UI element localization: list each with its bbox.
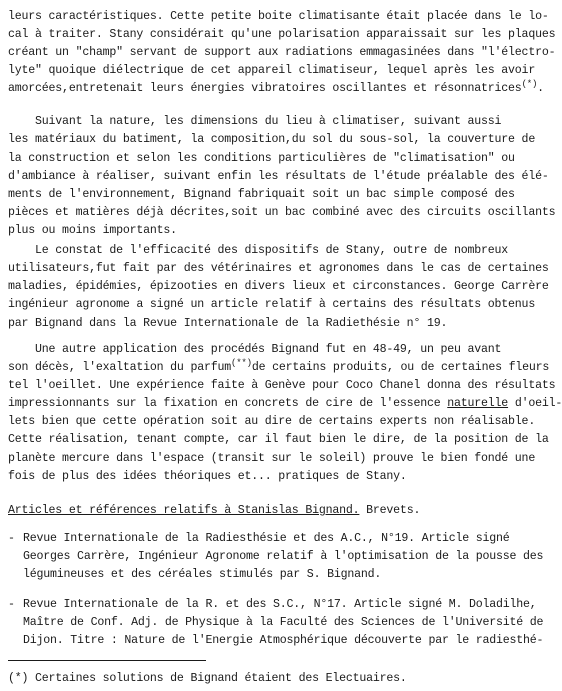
text-line: Georges Carrère, Ingénieur Agronome relatif à l'optimisation de la pousse des [23,550,544,563]
text-line: par Bignand dans la Revue Internationale de la Radiethésie n° 19. [8,317,448,330]
text-line: Une autre application des procédés Bignand fut en 48-49, un peu avant [8,343,502,356]
text-line: fois de plus des idées théoriques et... pratiques de Stany. [8,470,407,483]
text-line: ments de l'environnement, Bignand fabriquait soit un bac simple composé des [8,188,515,201]
text-line: Cette réalisation, tenant compte, car il faut bien le dire, de la position de la [8,433,549,446]
text-line [8,80,544,99]
text-segment: de certains produits, ou de certaines fleurs [251,361,550,374]
footnote: (*) Certaines solutions de Bignand étaient des Electuaires. [8,672,407,685]
text-line: les matériaux du batiment, la composition,du sol du sous-sol, la couverture de [8,133,536,146]
text-line [8,359,549,378]
text-line: Revue Internationale de la Radiesthésie et des A.C., N°19. Article signé [23,532,510,545]
text-line: la construction et selon les conditions particulières de "climatisation" ou [8,152,515,165]
references-heading [8,502,420,521]
text-line: Revue Internationale de la R. et des S.C., N°17. Article signé M. Doladilhe, [23,598,537,611]
text-line [8,395,562,414]
text-line: lyte" quoique diélectrique de cet appareil climatiseur, lequel après les avoir [8,64,536,77]
text-line: créant un "champ" servant de support aux radiations emmagasinées dans "l'électro- [8,46,556,59]
references-heading-tail: Brevets. [359,504,421,517]
text-segment: . [537,82,544,95]
references-heading-underlined: Articles et références relatifs à Stanislas Bignand. [8,504,360,517]
reference-bullet: - [8,532,15,545]
text-segment: amorcées,entretenait leurs énergies vibratoires oscillantes et résonnatrices [8,82,522,95]
text-line: Dijon. Titre : Nature de l'Energie Atmosphérique découverte par le radiesthé- [23,634,544,647]
text-line: lets bien que cette opération soit au dire de certains experts non réalisable. [8,415,536,428]
text-line: planète mercure dans l'espace (transit sur le soleil) prouve le bien fondé une [8,452,536,465]
text-line: maladies, épidémies, épizooties en divers lieux et circonstances. George Carrère [8,280,549,293]
text-segment: son décès, l'exaltation du parfum [8,361,231,374]
text-line: Le constat de l'efficacité des dispositifs de Stany, outre de nombreux [8,244,509,257]
footnote-marker: (**) [231,358,252,368]
text-line: utilisateurs,fut fait par des vétérinaires et agronomes dans le cas de certaines [8,262,549,275]
text-line: tel l'oeillet. Une expérience faite à Genève pour Coco Chanel donna des résultats [8,379,556,392]
text-line: leurs caractéristiques. Cette petite boite climatisante était placée dans le lo- [8,10,549,23]
text-line: plus ou moins importants. [8,224,177,237]
text-line: cal à traiter. Stany considérait qu'une polarisation apparaissait sur les plaques [8,28,556,41]
reference-bullet: - [8,598,15,611]
underlined-word: naturelle [447,397,509,410]
text-line: légumineuses et des céréales stimulés par S. Bignand. [23,568,382,581]
text-line: Suivant la nature, les dimensions du lieu à climatiser, suivant aussi [8,115,502,128]
text-segment: d'oeil- [508,397,562,410]
footnote-divider [8,660,206,661]
text-segment: impressionnants sur la fixation en concrets de cire de l'essence [8,397,448,410]
text-line: ingénieur agronome a signé un article relatif à certains des résultats obtenus [8,298,536,311]
text-line: pièces et matières déjà décrites,soit un bac combiné avec des circuits oscillants [8,206,556,219]
text-line: Maître de Conf. Adj. de Physique à la Faculté des Sciences de l'Université de [23,616,544,629]
text-line: d'ambiance à réaliser, suivant enfin les résultats de l'étude préalable des élé- [8,170,549,183]
footnote-marker: (*) [521,79,538,89]
